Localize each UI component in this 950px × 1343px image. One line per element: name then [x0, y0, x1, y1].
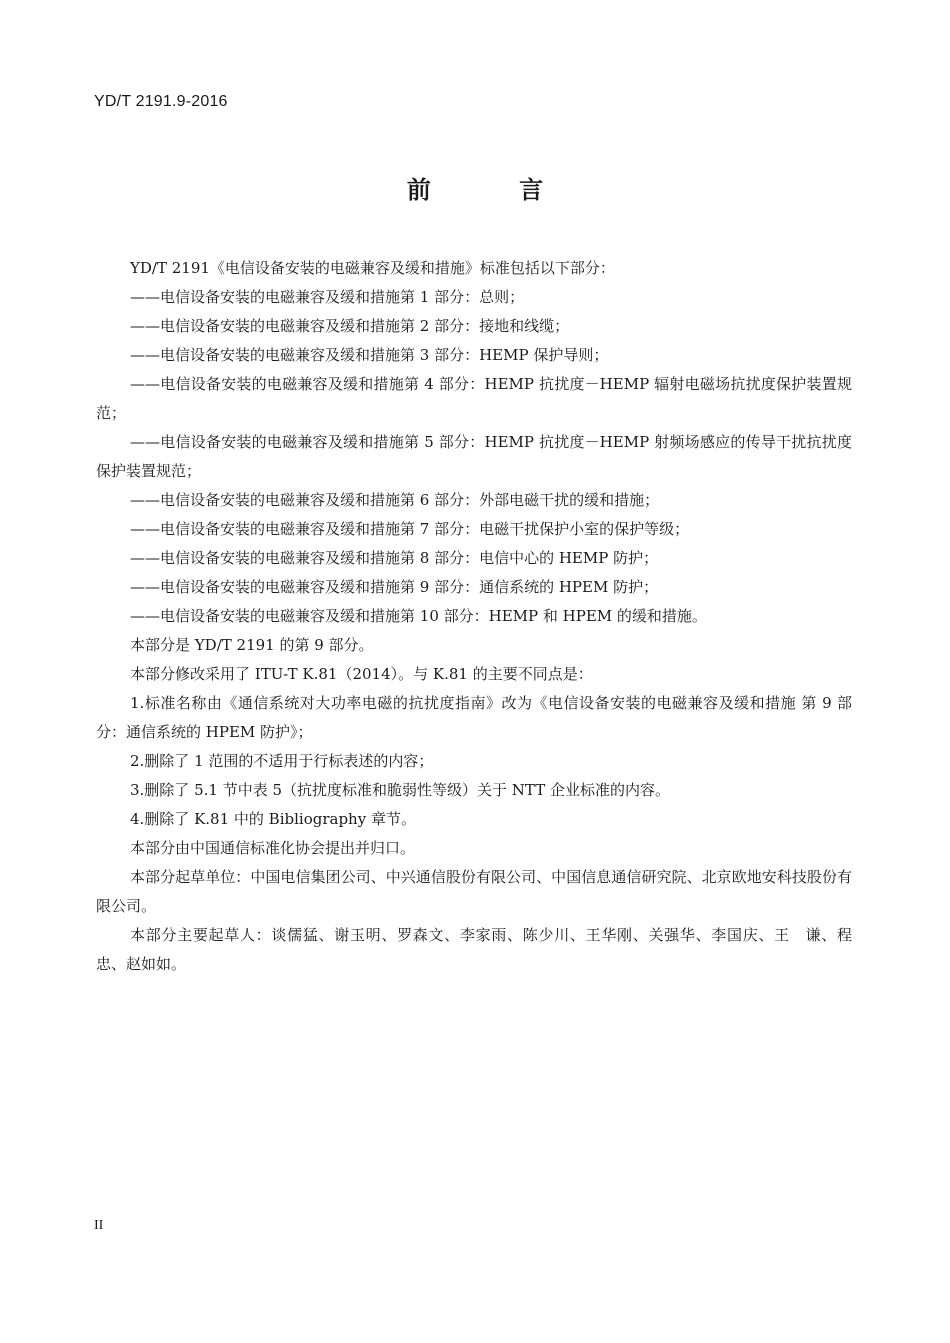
paragraph-part-8: ——电信设备安装的电磁兼容及缓和措施第 8 部分：电信中心的 HEMP 防护； [130, 549, 659, 567]
page-number: II [94, 1218, 104, 1233]
paragraph-diff-1: 1.标准名称由《通信系统对大功率电磁的抗扰度指南》改为《电信设备安装的电磁兼容及缓和措施 第 9 部分：通信系统的 HPEM 防护》； [96, 694, 852, 741]
paragraph-adoption: 本部分修改采用了 ITU-T K.81（2014）。与 K.81 的主要不同点是： [130, 665, 593, 683]
paragraph-intro: YD/T 2191《电信设备安装的电磁兼容及缓和措施》标准包括以下部分： [130, 259, 615, 277]
standard-code: YD/T 2191.9-2016 [94, 93, 228, 110]
page-title: 前 言 [406, 176, 584, 204]
paragraph-part-6: ——电信设备安装的电磁兼容及缓和措施第 6 部分：外部电磁干扰的缓和措施； [130, 491, 660, 509]
paragraph-part-5: ——电信设备安装的电磁兼容及缓和措施第 5 部分：HEMP 抗扰度－HEMP 射频场感应的传导干扰抗扰度保护装置规范； [96, 433, 852, 480]
paragraph-drafting-units: 本部分起草单位：中国电信集团公司、中兴通信股份有限公司、中国信息通信研究院、北京欧地安科技股份有限公司。 [96, 868, 852, 915]
paragraph-part-1: ——电信设备安装的电磁兼容及缓和措施第 1 部分：总则； [130, 288, 525, 306]
paragraph-part-2: ——电信设备安装的电磁兼容及缓和措施第 2 部分：接地和线缆； [130, 317, 570, 335]
paragraph-drafters: 本部分主要起草人：谈儒猛、谢玉明、罗森文、李家雨、陈少川、王华刚、关强华、李国庆、王 谦、程 忠、赵如如。 [96, 926, 868, 973]
paragraph-proposer: 本部分由中国通信标准化协会提出并归口。 [130, 839, 416, 857]
paragraph-diff-4: 4.删除了 K.81 中的 Bibliography 章节。 [130, 810, 416, 828]
foreword-body [96, 254, 868, 979]
paragraph-diff-2: 2.删除了 1 范围的不适用于行标表述的内容； [130, 752, 434, 770]
paragraph-part-3: ——电信设备安装的电磁兼容及缓和措施第 3 部分：HEMP 保护导则； [130, 346, 609, 364]
paragraph-part-statement: 本部分是 YD/T 2191 的第 9 部分。 [130, 636, 374, 654]
paragraph-part-9: ——电信设备安装的电磁兼容及缓和措施第 9 部分：通信系统的 HPEM 防护； [130, 578, 659, 596]
paragraph-part-7: ——电信设备安装的电磁兼容及缓和措施第 7 部分：电磁干扰保护小室的保护等级； [130, 520, 690, 538]
paragraph-part-4: ——电信设备安装的电磁兼容及缓和措施第 4 部分：HEMP 抗扰度－HEMP 辐射电磁场抗扰度保护装置规范； [96, 375, 852, 422]
paragraph-part-10: ——电信设备安装的电磁兼容及缓和措施第 10 部分：HEMP 和 HPEM 的缓和措施。 [130, 607, 707, 625]
paragraph-diff-3: 3.删除了 5.1 节中表 5（抗扰度标准和脆弱性等级）关于 NTT 企业标准的内容。 [130, 781, 670, 799]
